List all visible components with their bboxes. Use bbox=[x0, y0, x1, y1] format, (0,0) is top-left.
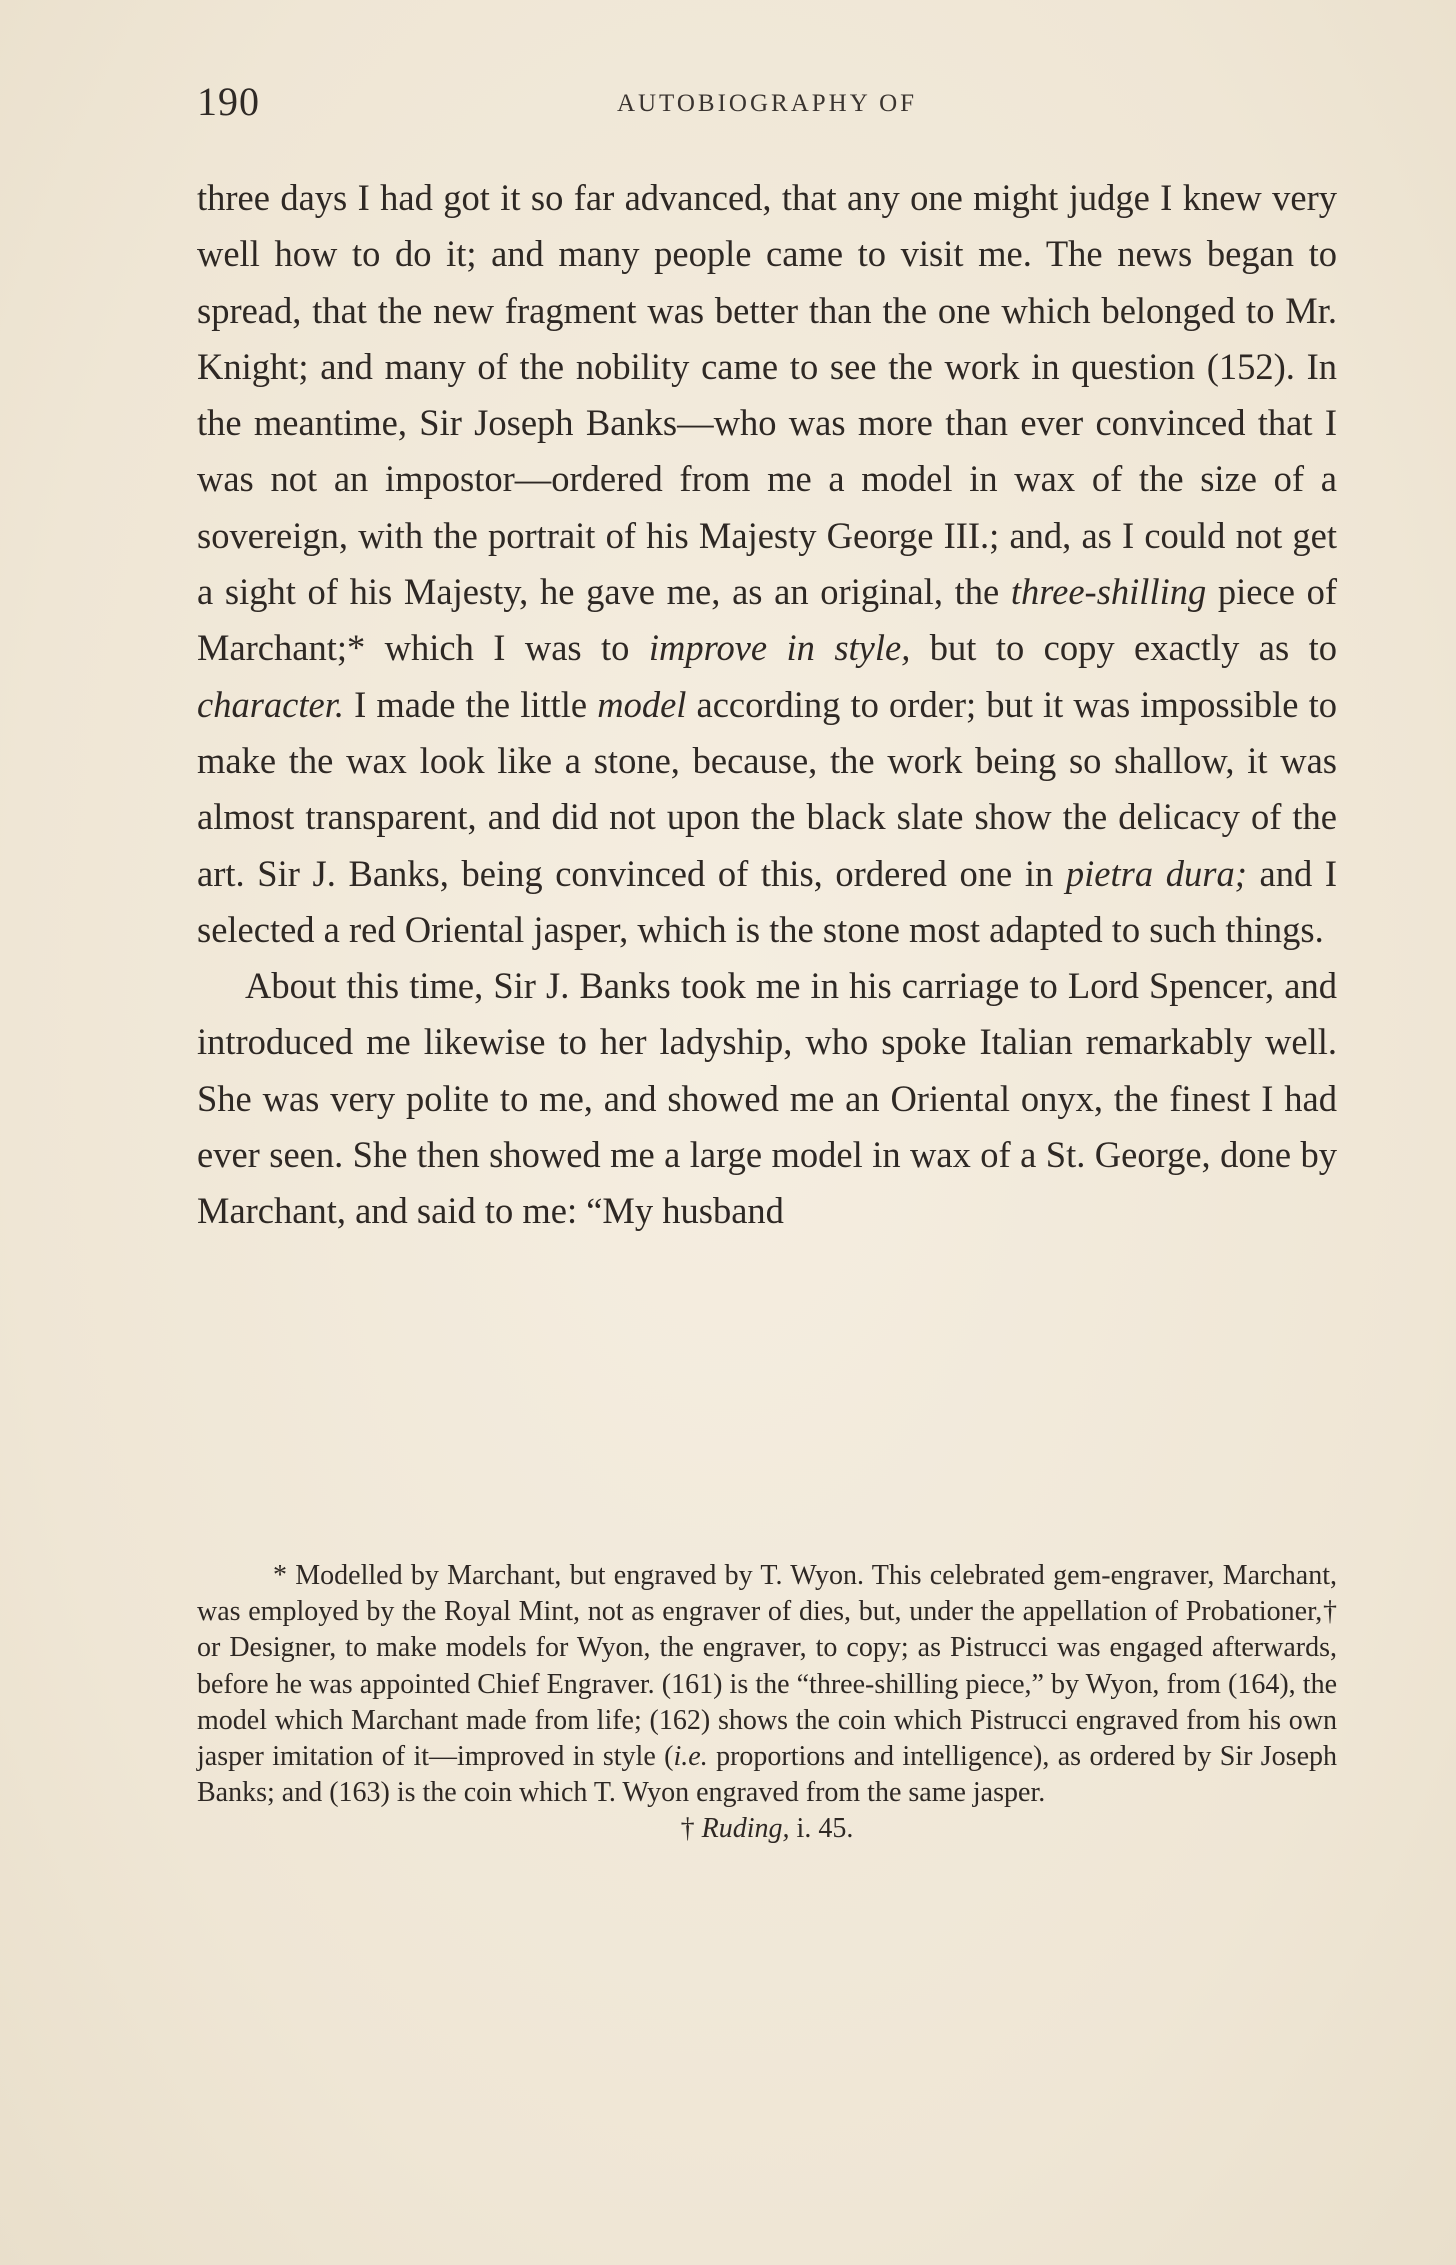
running-head bbox=[197, 78, 1337, 138]
text-run: proportions and intelligence), as ordered by Sir Joseph Banks; and (163) is the coin which T. Wyon engraved from the same jasper. bbox=[197, 1741, 1338, 1809]
text-run: and I selected a red Oriental jasper, which is the stone most adapted to such things. bbox=[197, 852, 1338, 950]
body-text bbox=[197, 170, 1337, 1240]
footnotes bbox=[197, 1558, 1337, 1848]
paragraph-2: About this time, Sir J. Banks took me in his carriage to Lord Spencer, and introduced me likewise to her ladyship, who spoke Italian remarkably well. She was very polite to me, and showed me an Oriental onyx, the finest I had ever seen. She then showed me a large model in wax of a St. George, done by Marchant, and said to me: “My husband bbox=[197, 965, 1337, 1232]
page-number: 190 bbox=[197, 79, 260, 124]
running-title: AUTOBIOGRAPHY OF bbox=[616, 90, 918, 117]
text-run: piece of Marchant;* which I was to bbox=[197, 571, 1337, 669]
italic-run: character. bbox=[197, 683, 344, 725]
text-run: I made the little bbox=[343, 683, 598, 725]
text-run: three days I had got it so far advanced, that any one might judge I knew very well how to do it; and many people came to visit me. The news began to spread, that the new fragment was better than the one which belonged to Mr. Knight; and many of the nobility came to see the work in question (152). In the meantime, Sir Joseph Banks—who was more than ever convinced that I was not an impostor—ordered from me a model in wax of the size of a sovereign, with the portrait of his Majesty George III.; and, as I could not get a sight of his Majesty, he gave me, as an original, the bbox=[197, 177, 1337, 613]
italic-run: i.e. bbox=[673, 1741, 708, 1773]
italic-run: pietra dura; bbox=[1065, 852, 1247, 894]
italic-run: three-shilling bbox=[1010, 571, 1207, 613]
text-run: i. 45. bbox=[789, 1813, 854, 1845]
text-run: according to order; but it was impossible to make the wax look like a stone, because, the work being so shallow, it was almost transparent, and did not upon the black slate show the delicacy of the art. Sir J. Banks, being convinced of this, ordered one in bbox=[197, 683, 1337, 894]
italic-run: Ruding, bbox=[701, 1813, 790, 1845]
text-run: † bbox=[680, 1813, 702, 1845]
paragraph-1 bbox=[197, 170, 1337, 958]
text-run: but to copy exactly as to bbox=[910, 627, 1337, 669]
text-run: * Modelled by Marchant, but engraved by T. Wyon. This celebrated gem-engraver, Marchant, was employed by the Royal Mint, not as engraver of dies, but, under the appellation of Probationer,† or Designer, to make models for Wyon, the engraver, to copy; as Pistrucci was engaged afterwards, before he was appointed Chief Engraver. (161) is the “three-shilling piece,” by Wyon, from (164), the model which Marchant made from life; (162) shows the coin which Pistrucci engraved from his own jasper imitation of it—improved in style ( bbox=[197, 1560, 1337, 1773]
footnote-1 bbox=[197, 1558, 1337, 1811]
italic-run: improve in style, bbox=[648, 627, 911, 669]
footnote-2 bbox=[197, 1811, 1337, 1847]
italic-run: model bbox=[597, 683, 687, 725]
